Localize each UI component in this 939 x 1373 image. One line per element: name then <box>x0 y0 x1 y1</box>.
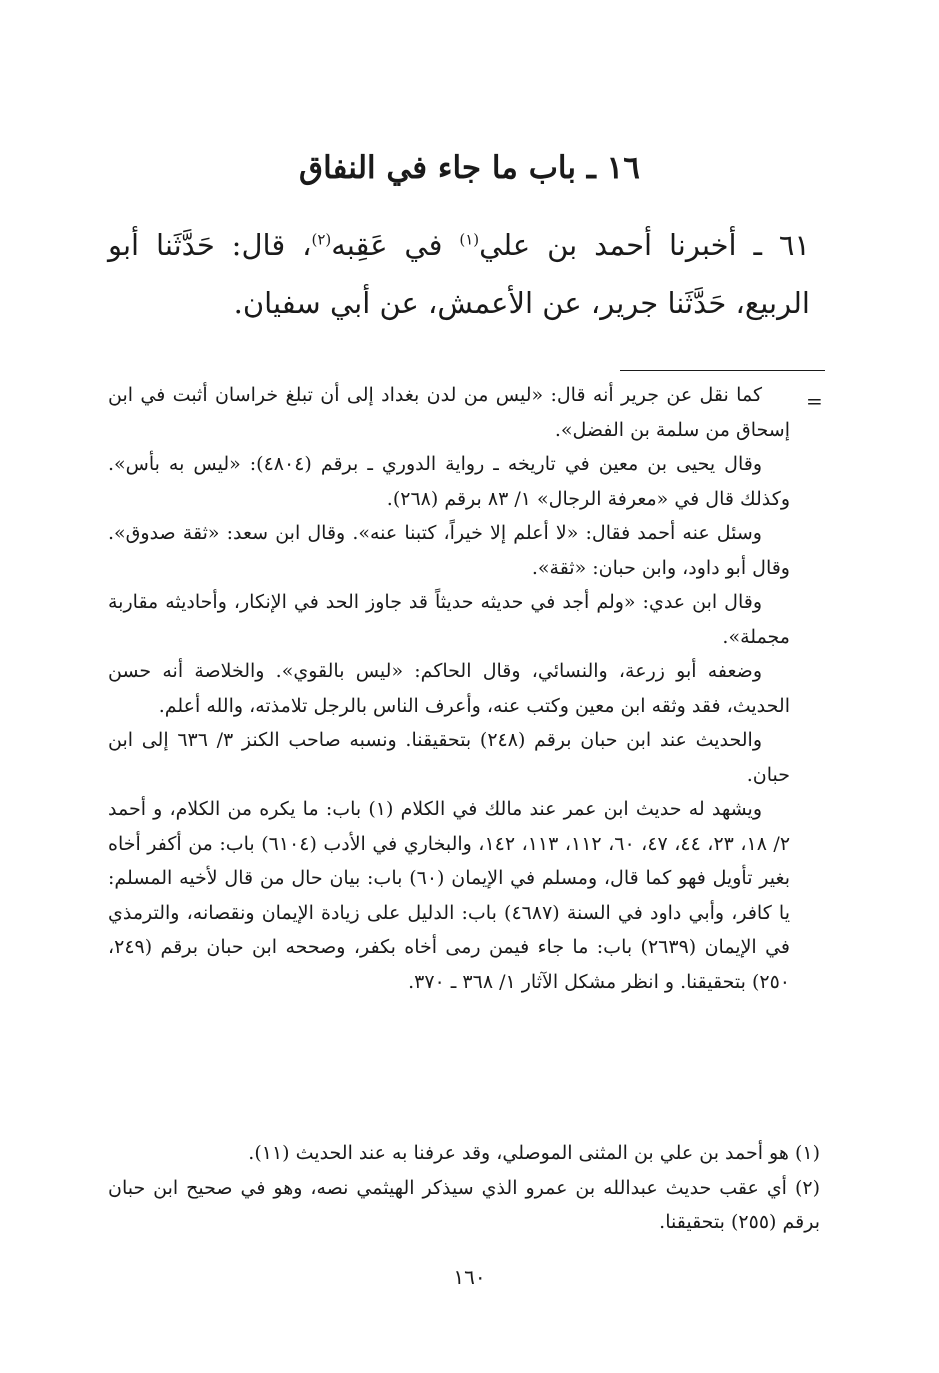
footnote-text: أي عقب حديث عبدالله بن عمرو الذي سيذكر الهيثمي نصه، وهو في صحيح ابن حبان برقم (٢٥٥) بتحقيقنا. <box>108 1176 820 1233</box>
note-paragraph: والحديث عند ابن حبان برقم (٢٤٨) بتحقيقنا. ونسبه صاحب الكنز ٣/ ٦٣٦ إلى ابن حبان. <box>108 729 790 786</box>
hadith-text-part-3: ، قال: حَدَّثَنا أبو الربيع، حَدَّثَنا جرير، عن الأعمش، عن أبي سفيان. <box>108 228 810 320</box>
page-number: ١٦٠ <box>453 1265 486 1289</box>
note-paragraph: وقال يحيى بن معين في تاريخه ـ رواية الدوري ـ برقم (٤٨٠٤): «ليس به بأس». وكذلك قال في «معرفة الرجال» ١/ ٨٣ برقم (٢٦٨). <box>108 453 790 510</box>
note-paragraph: وقال ابن عدي: «ولم أجد في حديثه حديثاً قد جاوز الحد في الإنكار، وأحاديثه مقاربة مجملة». <box>108 591 790 648</box>
hadith-text-part-1: ٦١ ـ أخبرنا أحمد بن علي <box>479 228 810 262</box>
note-paragraph: ويشهد له حديث ابن عمر عند مالك في الكلام (١) باب: ما يكره من الكلام، و أحمد ٢/ ١٨، ٢٣، ٤٤، ٤٧، ٦٠، ١١٢، ١١٣، ١٤٢، والبخاري في الأدب (٦١٠٤) باب: من أكفر أخاه بغير تأويل فهو كما قال، ومسلم في الإيمان (٦٠) باب: بيان حال من قال لأخيه المسلم: يا كافر، وأبي داود في السنة (٤٦٨٧) باب: الدليل على زيادة الإيمان ونقصانه، والترمذي في الإيمان (٢٦٣٩) باب: ما جاء فيمن رمى أخاه بكفر، وصححه ابن حبان برقم (٢٤٩، ٢٥٠) بتحقيقنا. و انظر مشكل الآثار ١/ ٣٦٨ ـ ٣٧٠. <box>108 798 791 993</box>
note-paragraph: كما نقل عن جرير أنه قال: «ليس من لدن بغداد إلى أن تبلغ خراسان أثبت في ابن إسحاق من سلمة بن الفضل». <box>108 384 790 441</box>
footnote-marker: (٢) <box>794 1176 820 1199</box>
continuation-mark: = <box>806 389 823 413</box>
footnote-text: هو أحمد بن علي بن المثنى الموصلي، وقد عرفنا به عند الحديث (١١). <box>248 1142 789 1164</box>
footnotes <box>108 1136 820 1240</box>
footnote-separator <box>620 370 825 371</box>
continued-notes <box>108 378 790 999</box>
note-paragraph: وضعفه أبو زرعة، والنسائي، وقال الحاكم: «ليس بالقوي». والخلاصة أنه حسن الحديث، فقد وثقه ابن معين وكتب عنه، وأعرف الناس بالرجل تلامذته، والله أعلم. <box>108 660 790 717</box>
footnote-1 <box>108 1136 820 1171</box>
hadith-text-part-2: في عَقِبه <box>331 228 460 262</box>
footnote-ref-2: (٢) <box>311 230 332 249</box>
footnote-ref-1: (١) <box>459 230 480 249</box>
chapter-heading: ١٦ ـ باب ما جاء في النفاق <box>299 150 640 186</box>
hadith-text <box>108 216 810 332</box>
note-paragraph: وسئل عنه أحمد فقال: «لا أعلم إلا خيراً، كتبنا عنه». وقال ابن سعد: «ثقة صدوق». وقال أبو داود، وابن حبان: «ثقة». <box>108 522 790 579</box>
footnote-2 <box>108 1171 820 1240</box>
footnote-marker: (١) <box>794 1142 820 1164</box>
